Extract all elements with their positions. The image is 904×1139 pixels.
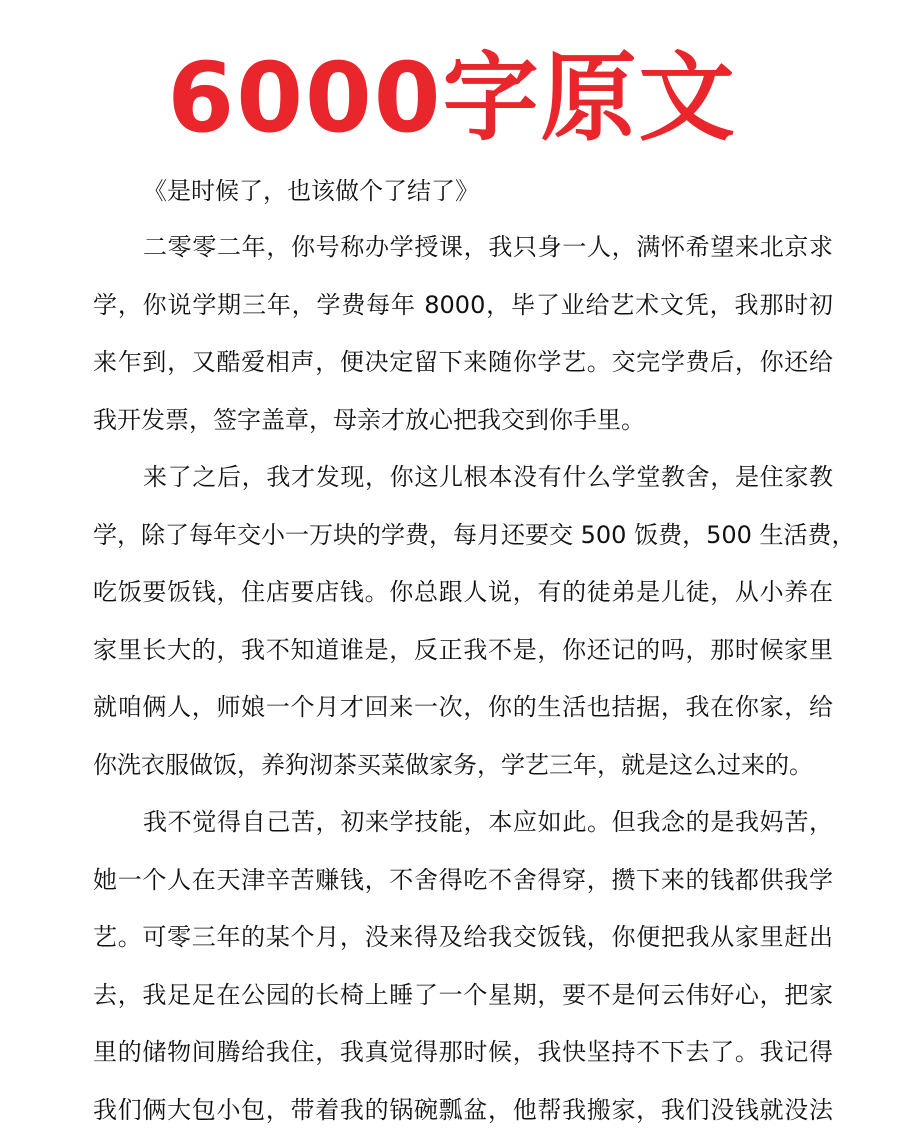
text-line: 来乍到，又酷爱相声，便决定留下来随你学艺。交完学费后，你还给 (93, 334, 833, 392)
text-line: 你洗衣服做饭，养狗沏茶买菜做家务，学艺三年，就是这么过来的。 (93, 737, 833, 795)
text-line: 里的储物间腾给我住，我真觉得那时候，我快坚持不下去了。我记得 (93, 1024, 833, 1082)
text-line: 学，你说学期三年，学费每年 8000，毕了业给艺术文凭，我那时初 (93, 277, 833, 335)
text-line: 她一个人在天津辛苦赚钱，不舍得吃不舍得穿，攒下来的钱都供我学 (93, 852, 833, 910)
text-line: 去，我足足在公园的长椅上睡了一个星期，要不是何云伟好心，把家 (93, 967, 833, 1025)
text-line: 学，除了每年交小一万块的学费，每月还要交 500 饭费，500 生活费， (93, 507, 833, 565)
text-line: 家里长大的，我不知道谁是，反正我不是，你还记的吗，那时候家里 (93, 622, 833, 680)
text-line: 就咱俩人，师娘一个月才回来一次，你的生活也拮据，我在你家，给 (93, 679, 833, 737)
text-line: 我开发票，签字盖章，母亲才放心把我交到你手里。 (93, 392, 833, 450)
paragraph-2 (93, 449, 833, 794)
text-line: 吃饭要饭钱，住店要店钱。你总跟人说，有的徒弟是儿徒，从小养在 (93, 564, 833, 622)
paragraph-1 (93, 219, 833, 449)
article-body (93, 163, 833, 1139)
text-line: 艺。可零三年的某个月，没来得及给我交饭钱，你便把我从家里赶出 (93, 909, 833, 967)
text-line: 来了之后，我才发现，你这儿根本没有什么学堂教舍，是住家教 (93, 449, 833, 507)
text-line: 我们俩大包小包，带着我的锅碗瓢盆，他帮我搬家，我们没钱就没法 (93, 1082, 833, 1139)
text-line: 二零零二年，你号称办学授课，我只身一人，满怀希望来北京求 (93, 219, 833, 277)
text-line: 我不觉得自己苦，初来学技能，本应如此。但我念的是我妈苦， (93, 794, 833, 852)
page-headline: 6000字原文 (0, 38, 904, 158)
paragraph-3 (93, 794, 833, 1139)
article-title: 《是时候了，也该做个了结了》 (143, 163, 833, 219)
